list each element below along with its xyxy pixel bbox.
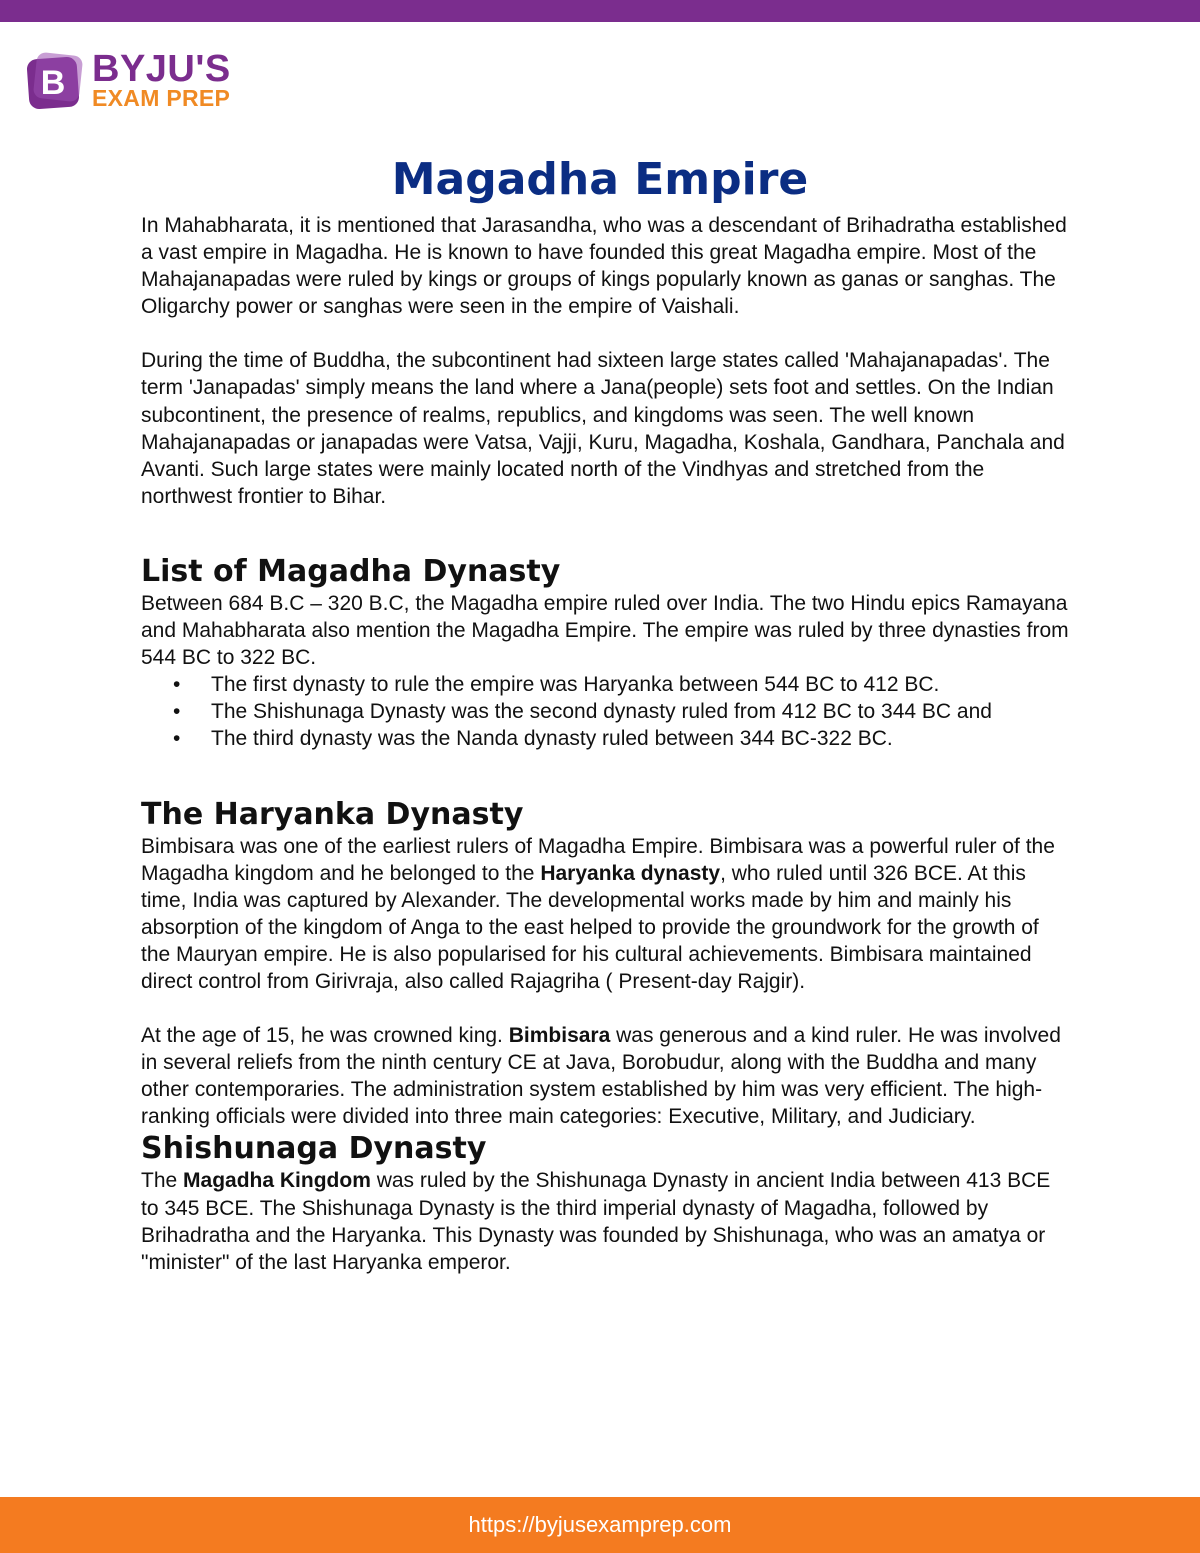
top-accent-bar (0, 0, 1200, 22)
intro-paragraph-2: During the time of Buddha, the subcontinent had sixteen large states called 'Mahajanapadas'. The term 'Janapadas' simply means the land where a Jana(people) sets foot and settles. On the Indian subcontinent, the presence of realms, republics, and kingdoms was seen. The well known Mahajanapadas or janapadas were Vatsa, Vajji, Kuru, Magadha, Koshala, Gandhara, Panchala and Avanti. Such large states were mainly located north of the Vindhyas and stretched from the northwest frontier to Bihar. (141, 349, 1065, 508)
list-item: • The first dynasty to rule the empire was Haryanka between 544 BC to 412 BC. (141, 671, 1071, 698)
list-section-heading: List of Magadha Dynasty (141, 553, 561, 589)
haryanka-paragraph-2: At the age of 15, he was crowned king. Bimbisara was generous and a kind ruler. He was involved in several reliefs from the ninth century CE at Java, Borobudur, along with the Buddha and many other contemporaries. The administration system established by him was very efficient. The high-ranking officials were divided into three main categories: Executive, Military, and Judiciary. (141, 1024, 1061, 1129)
brand-name: BYJU'S (92, 48, 231, 90)
brand-subtitle: EXAM PREP (92, 85, 231, 111)
list-section-paragraph: Between 684 B.C – 320 B.C, the Magadha empire ruled over India. The two Hindu epics Ramayana and Mahabharata also mention the Magadha Empire. The empire was ruled by three dynasties from 544 BC to 322 BC. (141, 591, 1069, 670)
footer-bar (0, 1497, 1200, 1553)
magadha-kingdom-bold: Magadha Kingdom (183, 1169, 371, 1193)
bimbisara-bold: Bimbisara (508, 1024, 611, 1048)
bullet-icon: • (173, 700, 181, 724)
haryanka-paragraph-1: Bimbisara was one of the earliest rulers of Magadha Empire. Bimbisara was a powerful ruler of the Magadha kingdom and he belonged to the Haryanka dynasty, who ruled until 326 BCE. At this time, India was captured by Alexander. The developmental works made by him and mainly his absorption of the kingdom of Anga to the east helped to provide the groundwork for the growth of the Mauryan empire. He is also popularised for his cultural achievements. Bimbisara maintained direct control from Girivraja, also called Rajagriha ( Present-day Rajgir). (141, 834, 1055, 993)
bullet-icon: • (173, 727, 181, 751)
shishunaga-paragraph: The Magadha Kingdom was ruled by the Shishunaga Dynasty in ancient India between 413 BCE to 345 BCE. The Shishunaga Dynasty is the third imperial dynasty of Magadha, followed by Brihadratha and the Haryanka. This Dynasty was founded by Shishunaga, who was an amatya or "minister" of the last Haryanka emperor. (141, 1169, 1051, 1274)
byjus-b-logo-icon (26, 52, 84, 110)
footer-website-link[interactable]: https://byjusexamprep.com (468, 1512, 732, 1537)
intro-paragraph-1: In Mahabharata, it is mentioned that Jarasandha, who was a descendant of Brihadratha established a vast empire in Magadha. He is known to have founded this great Magadha empire. Most of the Mahajanapadas were ruled by kings or groups of kings popularly known as ganas or sanghas. The Oligarchy power or sanghas were seen in the empire of Vaishali. (141, 214, 1067, 319)
bullet-icon: • (173, 673, 181, 697)
byjus-exam-prep-logo (26, 50, 231, 112)
haryanka-heading: The Haryanka Dynasty (141, 796, 524, 832)
dynasty-list (141, 671, 1071, 752)
document-body (141, 212, 1071, 1276)
list-item: • The Shishunaga Dynasty was the second dynasty ruled from 412 BC to 344 BC and (141, 698, 1071, 725)
haryanka-dynasty-bold: Haryanka dynasty (540, 861, 721, 885)
svg-text:B: B (40, 64, 66, 102)
shishunaga-heading: Shishunaga Dynasty (141, 1131, 487, 1167)
list-item: • The third dynasty was the Nanda dynasty ruled between 344 BC-322 BC. (141, 725, 1071, 752)
page-title: Magadha Empire (391, 154, 809, 205)
